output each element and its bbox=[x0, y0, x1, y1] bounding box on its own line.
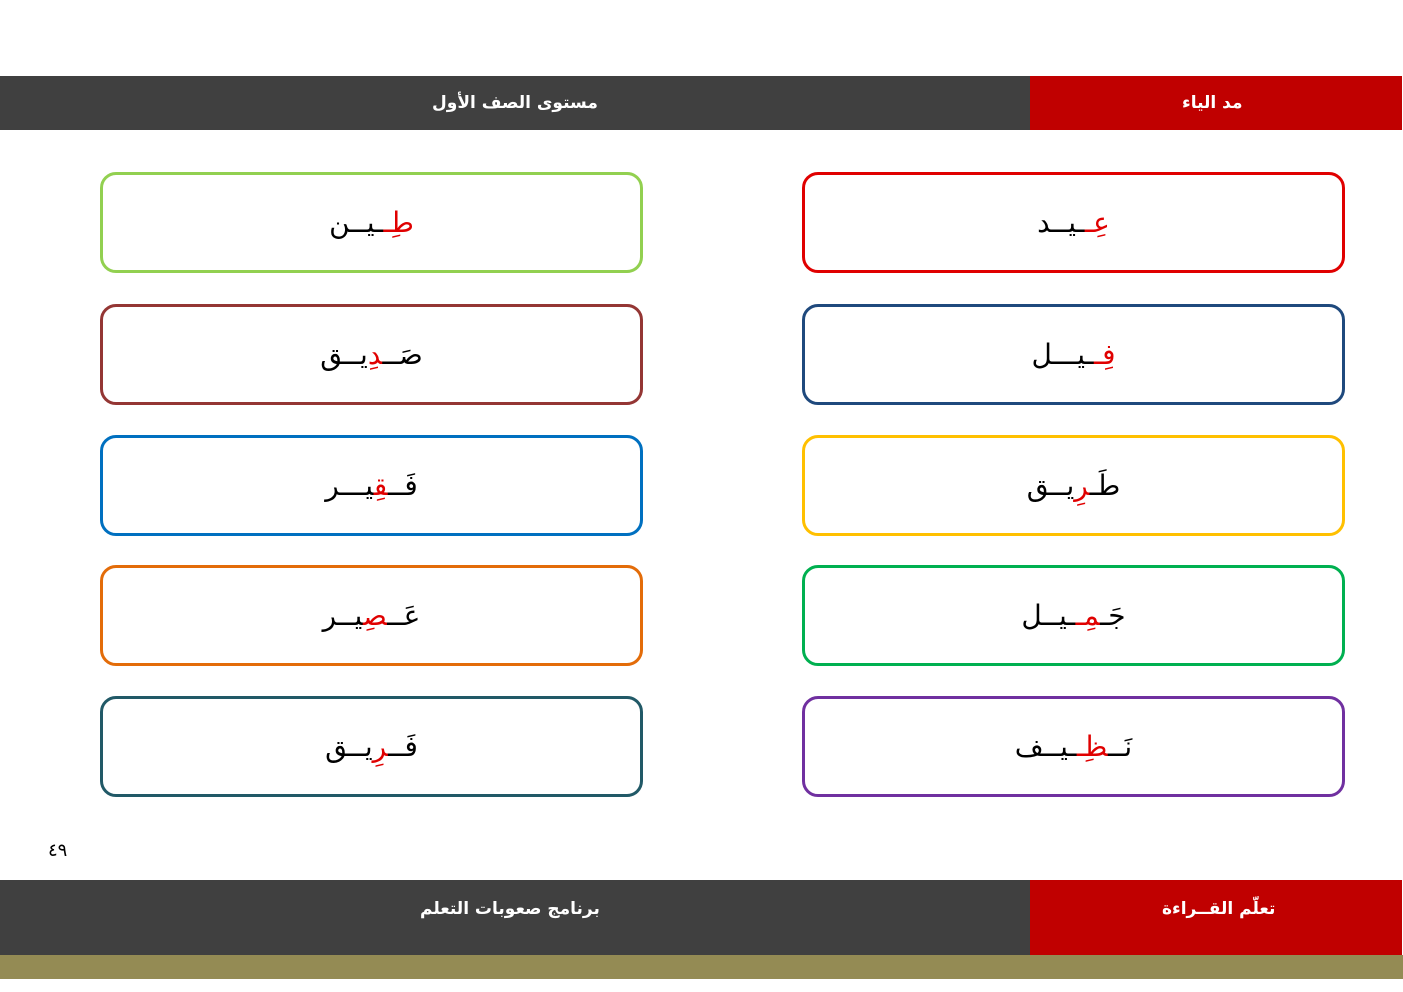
word-card-left-4 bbox=[100, 565, 643, 666]
word: صَــدِيــق bbox=[320, 338, 423, 371]
footer-stripe bbox=[0, 955, 1403, 979]
lesson-label: مد الياء bbox=[1182, 93, 1243, 113]
word-card-left-3 bbox=[100, 435, 643, 536]
header-bar bbox=[0, 76, 1030, 130]
word-card-left-1 bbox=[100, 172, 643, 273]
word: طِــيــن bbox=[329, 206, 414, 239]
word: طَـرِيــق bbox=[1026, 469, 1121, 502]
word-card-right-1 bbox=[802, 172, 1345, 273]
footer-bar bbox=[0, 880, 1030, 955]
word-card-right-5 bbox=[802, 696, 1345, 797]
level-label: مستوى الصف الأول bbox=[432, 93, 598, 113]
page-number: ٤٩ bbox=[48, 840, 68, 861]
word: عَــصِيــر bbox=[322, 599, 421, 632]
book-label: تعلّم القــراءة bbox=[1162, 899, 1276, 919]
word-card-right-4 bbox=[802, 565, 1345, 666]
word-card-right-3 bbox=[802, 435, 1345, 536]
word-card-left-5 bbox=[100, 696, 643, 797]
header-lesson-bar bbox=[1030, 76, 1402, 130]
word-card-left-2 bbox=[100, 304, 643, 405]
word: جَـمِــيــل bbox=[1021, 599, 1126, 632]
word: عِــيــد bbox=[1037, 206, 1110, 239]
word-card-right-2 bbox=[802, 304, 1345, 405]
word: فَــرِيــق bbox=[325, 730, 418, 763]
footer-book-bar bbox=[1030, 880, 1402, 955]
program-label: برنامج صعوبات التعلم bbox=[420, 899, 600, 919]
word: فَــقِيـــر bbox=[325, 469, 418, 502]
word: نَــظِــيــف bbox=[1014, 730, 1133, 763]
word: فِــيـــل bbox=[1031, 338, 1116, 371]
